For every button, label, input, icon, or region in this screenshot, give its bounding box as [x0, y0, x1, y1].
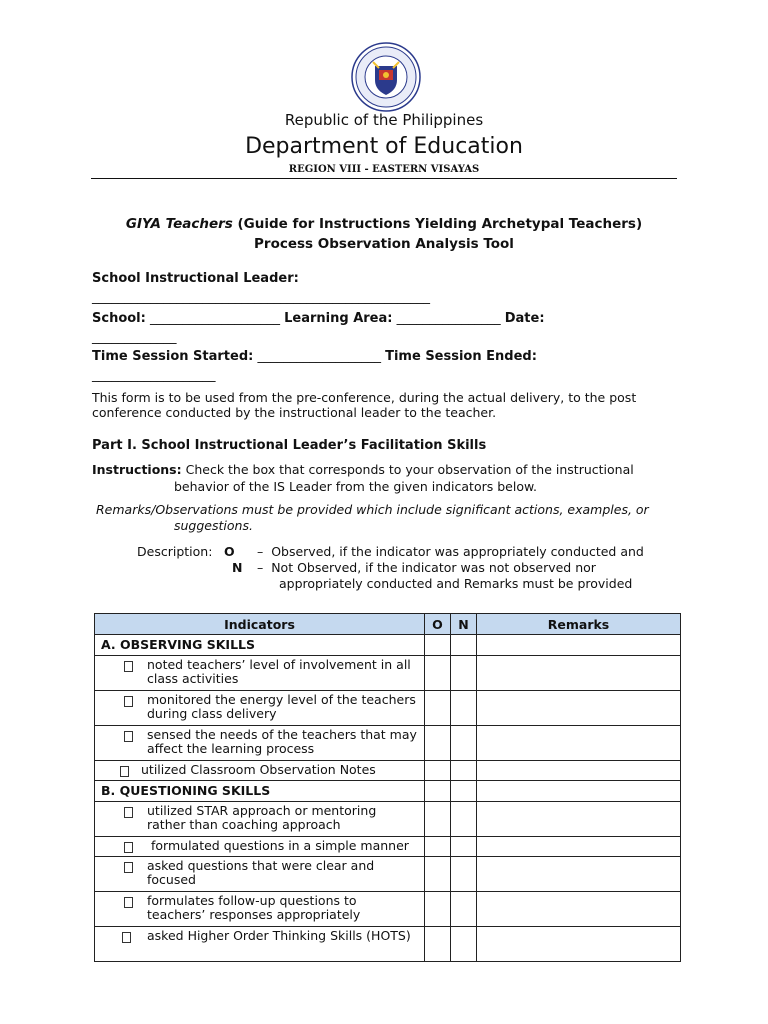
republic-heading: Republic of the Philippines — [284, 111, 484, 129]
indicator-cell — [95, 837, 425, 857]
o-cell[interactable] — [425, 726, 451, 761]
started-line[interactable]: ___________________ — [253, 349, 386, 364]
area-line[interactable]: ________________ — [392, 311, 505, 326]
indicator-cell — [95, 802, 425, 837]
table-row — [95, 726, 681, 761]
remarks-header: Remarks — [477, 614, 681, 635]
region-heading: REGION VIII - EASTERN VISAYAS — [288, 164, 480, 175]
checkbox-icon[interactable] — [124, 842, 133, 853]
indicator-text: noted teachers’ level of involvement in all class activities — [147, 657, 411, 686]
remarks-cell[interactable] — [477, 857, 681, 892]
checkbox-icon[interactable] — [124, 862, 133, 873]
indicator-text: monitored the energy level of the teachers during class delivery — [147, 692, 416, 721]
n-header: N — [451, 614, 477, 635]
o-cell[interactable] — [425, 635, 451, 656]
n-cell[interactable] — [451, 927, 477, 962]
table-row — [95, 837, 681, 857]
checkbox-icon[interactable] — [124, 661, 133, 672]
indicator-cell — [95, 857, 425, 892]
remarks-cell[interactable] — [477, 781, 681, 802]
indicator-text: formulates follow-up questions to teachers’ responses appropriately — [147, 893, 361, 922]
indicator-text: utilized STAR approach or mentoring rather than coaching approach — [147, 803, 377, 832]
header-divider — [91, 178, 677, 179]
n-cell[interactable] — [451, 837, 477, 857]
remarks-cell[interactable] — [477, 837, 681, 857]
n-cell[interactable] — [451, 781, 477, 802]
remarks-cell[interactable] — [477, 802, 681, 837]
table-row — [95, 802, 681, 837]
checkbox-icon[interactable] — [122, 932, 131, 943]
checkbox-icon[interactable] — [120, 766, 129, 777]
indicator-cell — [95, 761, 425, 781]
table-row — [95, 892, 681, 927]
section-row — [95, 635, 681, 656]
section-row — [95, 781, 681, 802]
table-row — [95, 656, 681, 691]
remarks-cell[interactable] — [477, 726, 681, 761]
time-row — [92, 349, 537, 364]
o-cell[interactable] — [425, 802, 451, 837]
intro-paragraph: This form is to be used from the pre-conference, during the actual delivery, to the post conference conducted by the instructional leader to the teacher. — [92, 390, 637, 420]
remarks-cell[interactable] — [477, 635, 681, 656]
area-label: Learning Area: — [284, 311, 393, 326]
school-label: School: — [92, 311, 146, 326]
n-cell[interactable] — [451, 726, 477, 761]
leader-field-label — [92, 271, 299, 286]
remarks-cell[interactable] — [477, 927, 681, 962]
indicator-text: asked questions that were clear and focused — [147, 858, 375, 887]
part1-heading: Part I. School Instructional Leader’s Facilitation Skills — [92, 438, 487, 453]
remarks-cell[interactable] — [477, 761, 681, 781]
o-cell[interactable] — [425, 857, 451, 892]
section-title: B. QUESTIONING SKILLS — [95, 781, 425, 802]
remarks-cell[interactable] — [477, 656, 681, 691]
n-text2: appropriately conducted and Remarks must be provided — [279, 576, 633, 591]
indicator-cell — [95, 691, 425, 726]
indicator-text: sensed the needs of the teachers that may affect the learning process — [147, 727, 417, 756]
section-title: A. OBSERVING SKILLS — [95, 635, 425, 656]
o-cell[interactable] — [425, 927, 451, 962]
checkbox-icon[interactable] — [124, 696, 133, 707]
n-text: – Not Observed, if the indicator was not observed nor — [257, 560, 596, 575]
o-cell[interactable] — [425, 837, 451, 857]
checkbox-icon[interactable] — [124, 897, 133, 908]
n-cell[interactable] — [451, 635, 477, 656]
date-label: Date: — [504, 311, 545, 326]
indicator-cell — [95, 656, 425, 691]
indicator-text: formulated questions in a simple manner — [151, 838, 409, 853]
document-title — [0, 216, 768, 232]
o-code: O — [224, 544, 235, 559]
indicator-cell — [95, 927, 425, 962]
indicators-header: Indicators — [95, 614, 425, 635]
o-cell[interactable] — [425, 781, 451, 802]
school-line[interactable]: ____________________ — [145, 311, 285, 326]
instructions-label: Instructions: — [92, 462, 182, 477]
n-cell[interactable] — [451, 857, 477, 892]
n-cell[interactable] — [451, 892, 477, 927]
remarks-note2: suggestions. — [174, 518, 253, 533]
o-cell[interactable] — [425, 656, 451, 691]
table-row — [95, 761, 681, 781]
date-line[interactable]: _____________ — [92, 330, 177, 345]
checkbox-icon[interactable] — [124, 731, 133, 742]
n-cell[interactable] — [451, 802, 477, 837]
leader-field-line[interactable]: ____________________________________________________ — [92, 290, 430, 305]
indicator-text: utilized Classroom Observation Notes — [141, 762, 376, 777]
o-cell[interactable] — [425, 691, 451, 726]
remarks-cell[interactable] — [477, 691, 681, 726]
n-cell[interactable] — [451, 761, 477, 781]
description-label: Description: — [137, 544, 213, 559]
o-cell[interactable] — [425, 892, 451, 927]
n-cell[interactable] — [451, 656, 477, 691]
table-row — [95, 691, 681, 726]
document-subtitle: Process Observation Analysis Tool — [254, 236, 514, 252]
table-row — [95, 857, 681, 892]
table-row — [95, 927, 681, 962]
o-cell[interactable] — [425, 761, 451, 781]
department-heading: Department of Education — [245, 134, 523, 159]
instructions — [92, 462, 672, 477]
ended-line[interactable]: ___________________ — [92, 368, 216, 383]
n-code: N — [232, 560, 243, 575]
instructions-text: Check the box that corresponds to your observation of the instructional — [185, 462, 634, 477]
o-text: – Observed, if the indicator was appropriately conducted and — [257, 544, 644, 559]
title-rest: (Guide for Instructions Yielding Archetypal Teachers) — [232, 216, 643, 232]
indicator-text: asked Higher Order Thinking Skills (HOTS) — [147, 928, 411, 943]
deped-seal-icon — [351, 42, 421, 112]
indicator-cell — [95, 892, 425, 927]
started-label: Time Session Started: — [92, 349, 254, 364]
leader-label: School Instructional Leader: — [92, 271, 299, 286]
instructions-text2: behavior of the IS Leader from the given indicators below. — [174, 479, 538, 494]
remarks-cell[interactable] — [477, 892, 681, 927]
indicator-cell — [95, 726, 425, 761]
table-header-row — [95, 614, 681, 635]
n-cell[interactable] — [451, 691, 477, 726]
remarks-note: Remarks/Observations must be provided which include significant actions, examples, or — [96, 502, 649, 517]
title-italic: GIYA Teachers — [125, 216, 233, 232]
ended-label: Time Session Ended: — [385, 349, 537, 364]
school-row — [92, 311, 545, 326]
observation-table — [94, 613, 681, 962]
o-header: O — [425, 614, 451, 635]
checkbox-icon[interactable] — [124, 807, 133, 818]
